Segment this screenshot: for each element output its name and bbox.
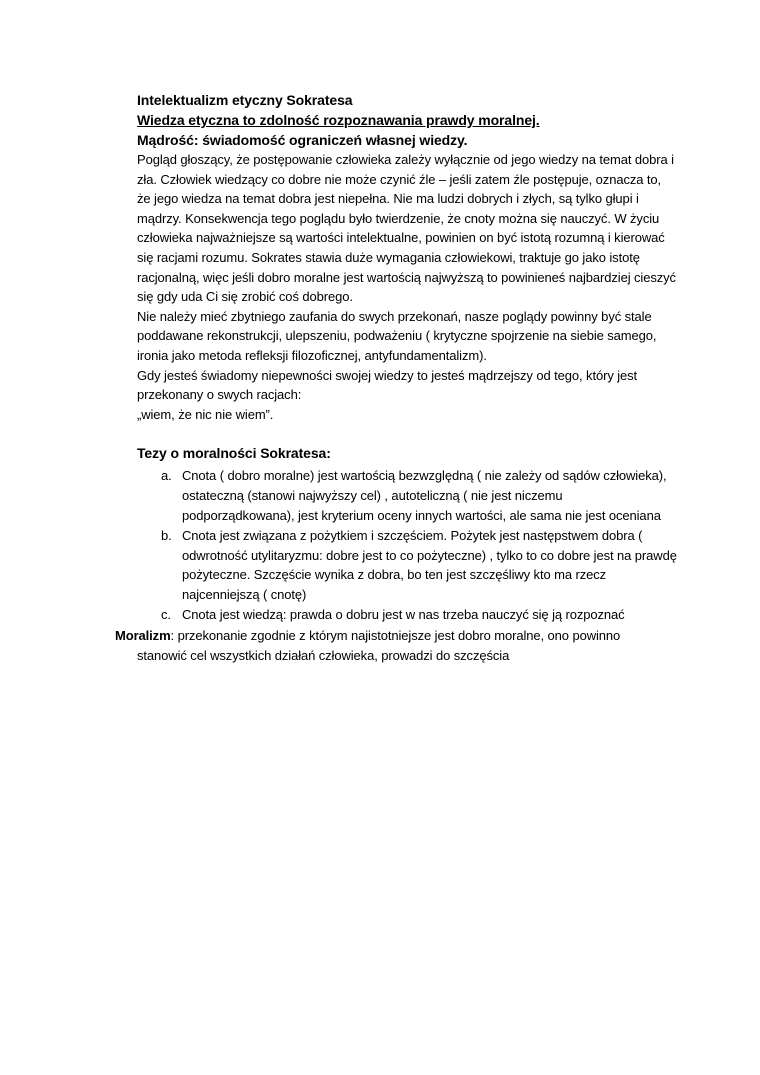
document-content — [115, 90, 677, 665]
thesis-text: Cnota ( dobro moralne) jest wartością bezwzględną ( nie zależy od sądów człowieka), ostateczną (stanowi najwyższy cel) , autoteliczną ( nie jest niczemu podporządkowana), jest kryterium oceny innych wartości, ale sama nie jest oceniana — [182, 468, 667, 523]
subtitle-ethical-knowledge: Wiedza etyczna to zdolność rozpoznawania prawdy moralnej. — [137, 112, 540, 128]
thesis-text: Cnota jest związana z pożytkiem i szczęściem. Pożytek jest następstwem dobra ( odwrotność utylitaryzmu: dobre jest to co pożyteczne) , tylko to co dobre jest na prawdę pożyteczne. Szczęście wynika z dobra, bo ten jest szczęśliwy kto ma rzecz najcenniejszą ( cnotę) — [182, 528, 677, 602]
theses-list — [137, 466, 677, 625]
moralism-line-1: : przekonanie zgodnie z którym najistotniejsze jest dobro moralne, ono powinno — [170, 628, 621, 644]
paragraph-uncertainty: Gdy jesteś świadomy niepewności swojej wiedzy to jesteś mądrzejszy od tego, który jest przekonany o swych racjach: — [137, 367, 638, 403]
theses-heading: Tezy o moralności Sokratesa: — [137, 445, 331, 462]
socrates-quote: „wiem, że nic nie wiem”. — [137, 406, 274, 422]
moralism-term: Moralizm — [115, 628, 171, 644]
thesis-item-b — [137, 526, 677, 604]
document-title: Intelektualizm etyczny Sokratesa — [137, 92, 353, 108]
subtitle-wisdom: Mądrość: świadomość ograniczeń własnej wiedzy. — [137, 132, 468, 148]
moralism-definition — [115, 626, 677, 665]
moralism-line-2: stanowić cel wszystkich działań człowieka, prowadzi do szczęścia — [137, 647, 510, 663]
thesis-text: Cnota jest wiedzą: prawda o dobru jest w nas trzeba nauczyć się ją rozpoznać — [182, 607, 625, 623]
paragraph-intellectualism: Pogląd głoszący, że postępowanie człowieka zależy wyłącznie od jego wiedzy na temat dobra i zła. Człowiek wiedzący co dobre nie może czynić źle – jeśli zatem źle postępuje, oznacza to, że jego wiedza na temat dobra jest niepełna. Nie ma ludzi dobrych i złych, są tylko głupi i mądrzy. Konsekwencja tego poglądu było twierdzenie, że cnoty można się nauczyć. W życiu człowieka najważniejsze są wartości intelektualne, powinien on być istotą rozumną i kierować się racjami rozumu. Sokrates stawia duże wymagania człowiekowi, traktuje go jako istotę racjonalną, więc jeśli dobro moralne jest wartością najwyższą to powinieneś najbardziej cieszyć się gdy uda Ci się zrobić coś dobrego. — [137, 152, 676, 305]
list-marker: a. — [161, 468, 172, 484]
spacer — [137, 424, 677, 443]
thesis-item-a — [137, 466, 677, 525]
list-marker: b. — [161, 528, 172, 544]
paragraph-self-criticism: Nie należy mieć zbytniego zaufania do swych przekonań, nasze poglądy powinny być stale poddawane rekonstrukcji, ulepszeniu, podważeniu ( krytyczne spojrzenie na siebie samego, ironia jako metoda refleksji filozoficznej, antyfundamentalizm). — [137, 308, 657, 363]
list-marker: c. — [161, 607, 171, 623]
thesis-item-c — [137, 605, 677, 625]
